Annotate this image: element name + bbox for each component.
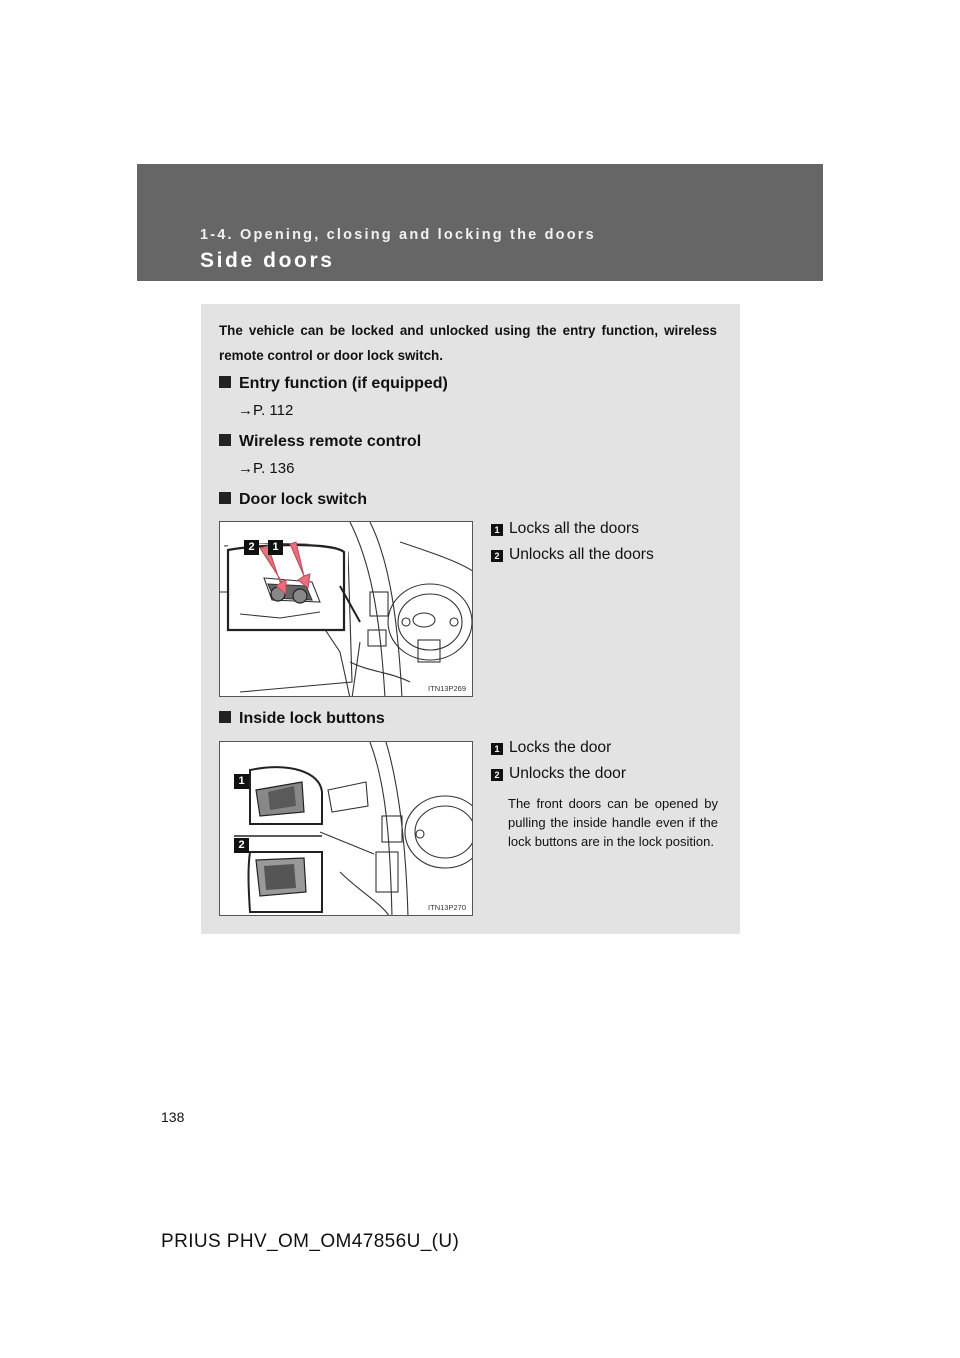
inside-lock-buttons-illustration: [220, 742, 473, 916]
callout-2-icon: 2: [234, 838, 249, 853]
inside-lock-buttons-heading: Inside lock buttons: [219, 710, 385, 728]
footer-document-code: PRIUS PHV_OM_OM47856U_(U): [161, 1231, 460, 1252]
wireless-remote-heading: Wireless remote control: [219, 433, 421, 451]
callout-1-icon: 1: [234, 774, 249, 789]
inside-handle-note: The front doors can be opened by pulling the inside handle even if the lock buttons are in the lock position.: [508, 796, 718, 849]
square-bullet-icon: [219, 376, 231, 388]
page-number: 138: [161, 1109, 185, 1125]
figure-code: ITN13P269: [428, 684, 466, 693]
number-2-icon: 2: [491, 769, 503, 781]
callout-1-icon: 1: [268, 540, 283, 555]
square-bullet-icon: [219, 711, 231, 723]
entry-function-heading: Entry function (if equipped): [219, 375, 448, 393]
lock-all-doors-item: 1 Locks all the doors: [491, 520, 639, 538]
unlock-all-doors-item: 2 Unlocks all the doors: [491, 546, 654, 564]
section-title: 1-4. Opening, closing and locking the doors: [200, 227, 596, 243]
number-1-icon: 1: [491, 743, 503, 755]
door-lock-switch-heading: Door lock switch: [219, 491, 367, 509]
content-panel: [201, 304, 740, 934]
callout-2-icon: 2: [244, 540, 259, 555]
number-2-icon: 2: [491, 550, 503, 562]
square-bullet-icon: [219, 492, 231, 504]
number-1-icon: 1: [491, 524, 503, 536]
entry-function-page-ref[interactable]: →P. 112: [238, 402, 294, 419]
figure-code: ITN13P270: [428, 903, 466, 912]
square-bullet-icon: [219, 434, 231, 446]
door-lock-switch-figure: [219, 521, 473, 697]
lock-door-item: 1 Locks the door: [491, 739, 611, 757]
chapter-header-bar: [137, 164, 823, 281]
page-title: Side doors: [200, 249, 335, 272]
inside-lock-buttons-figure: [219, 741, 473, 916]
unlock-door-item: 2 Unlocks the door: [491, 765, 626, 783]
intro-text: The vehicle can be locked and unlocked using the entry function, wireless remote control or door lock switch.: [219, 323, 717, 363]
wireless-remote-page-ref[interactable]: →P. 136: [238, 460, 295, 477]
